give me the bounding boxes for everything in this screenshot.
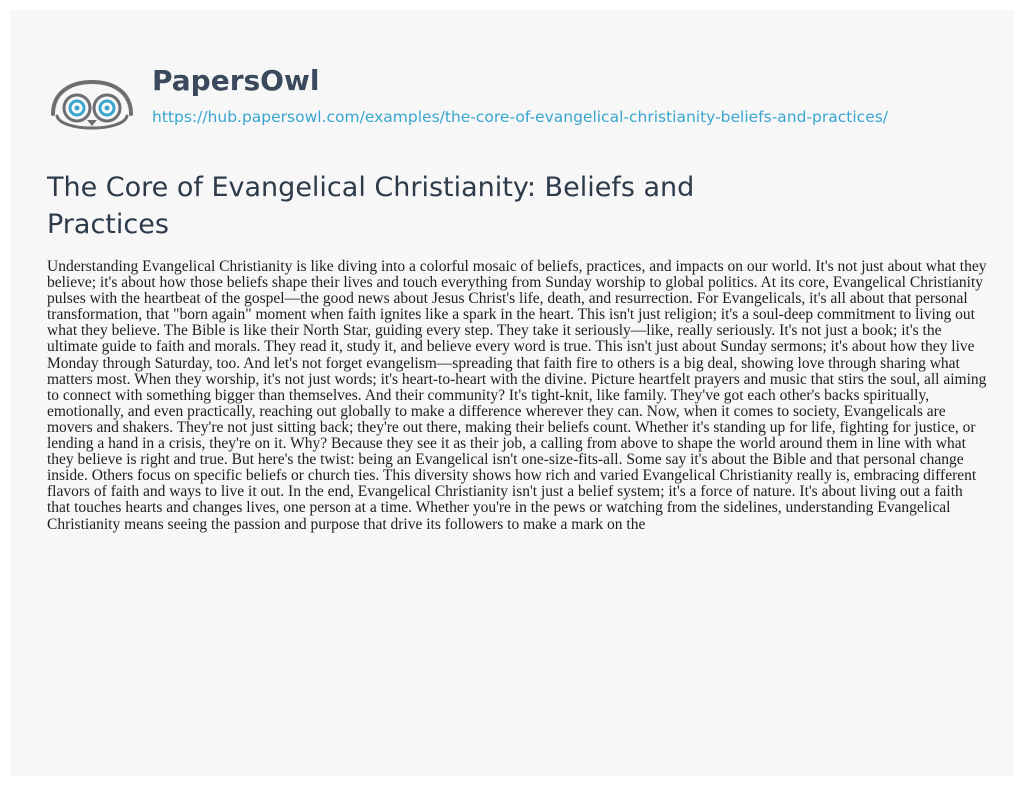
essay-title: The Core of Evangelical Christianity: Beliefs and Practices: [47, 172, 695, 240]
owl-face-icon: [47, 70, 137, 136]
essay-body-text: Understanding Evangelical Christianity is like diving into a colorful mosaic of beliefs, practices, and impacts on our world. It's not just about what they believe; it's about how those beliefs shape their lives and touch everything from Sunday worship to global politics. At its core, Evangelical Christianity pulses with the heartbeat of the gospel—the good news about Jesus Christ's life, death, and resurrection. For Evangelicals, it's all about that personal transformation, that "born again" moment when faith ignites like a spark in the heart. This isn't just religion; it's a soul-deep commitment to living out what they believe. The Bible is like their North Star, guiding every step. They take it seriously—like, really seriously. It's not just a book; it's the ultimate guide to faith and morals. They read it, study it, and believe every word is true. This isn't just about Sunday sermons; it's about how they live Monday through Saturday, too. And let's not forget evangelism—spreading that faith fire to others is a big deal, showing love through sharing what matters most. When they worship, it's not just words; it's heart-to-heart with the divine. Picture heartfelt prayers and music that stirs the soul, all aiming to connect with something bigger than themselves. And their community? It's tight-knit, like family. They've got each other's backs spiritually, emotionally, and even practically, reaching out globally to make a difference wherever they can. Now, when it comes to society, Evangelicals are movers and shakers. They're not just sitting back; they're out there, making their beliefs count. Whether it's standing up for life, fighting for justice, or lending a hand in a crisis, they're on it. Why? Because they see it as their job, a calling from above to shape the world around them in line with what they believe is right and true. But here's the twist: being an Evangelical isn't one-size-fits-all. Some say it's about the Bible and that personal change inside. Others focus on specific beliefs or church ties. This diversity shows how rich and varied Evangelical Christianity really is, embracing different flavors of faith and ways to live it out. In the end, Evangelical Christianity isn't just a belief system; it's a force of nature. It's about living out a faith that touches hearts and changes lives, one person at a time. Whether you're in the pews or watching from the sidelines, understanding Evangelical Christianity means seeing the passion and purpose that drive its followers to make a mark on the: [47, 258, 987, 533]
brand-header: [47, 64, 987, 136]
brand-name: PapersOwl: [152, 64, 320, 97]
source-url-link[interactable]: https://hub.papersowl.com/examples/the-core-of-evangelical-christianity-beliefs-and-practices/: [152, 108, 889, 126]
